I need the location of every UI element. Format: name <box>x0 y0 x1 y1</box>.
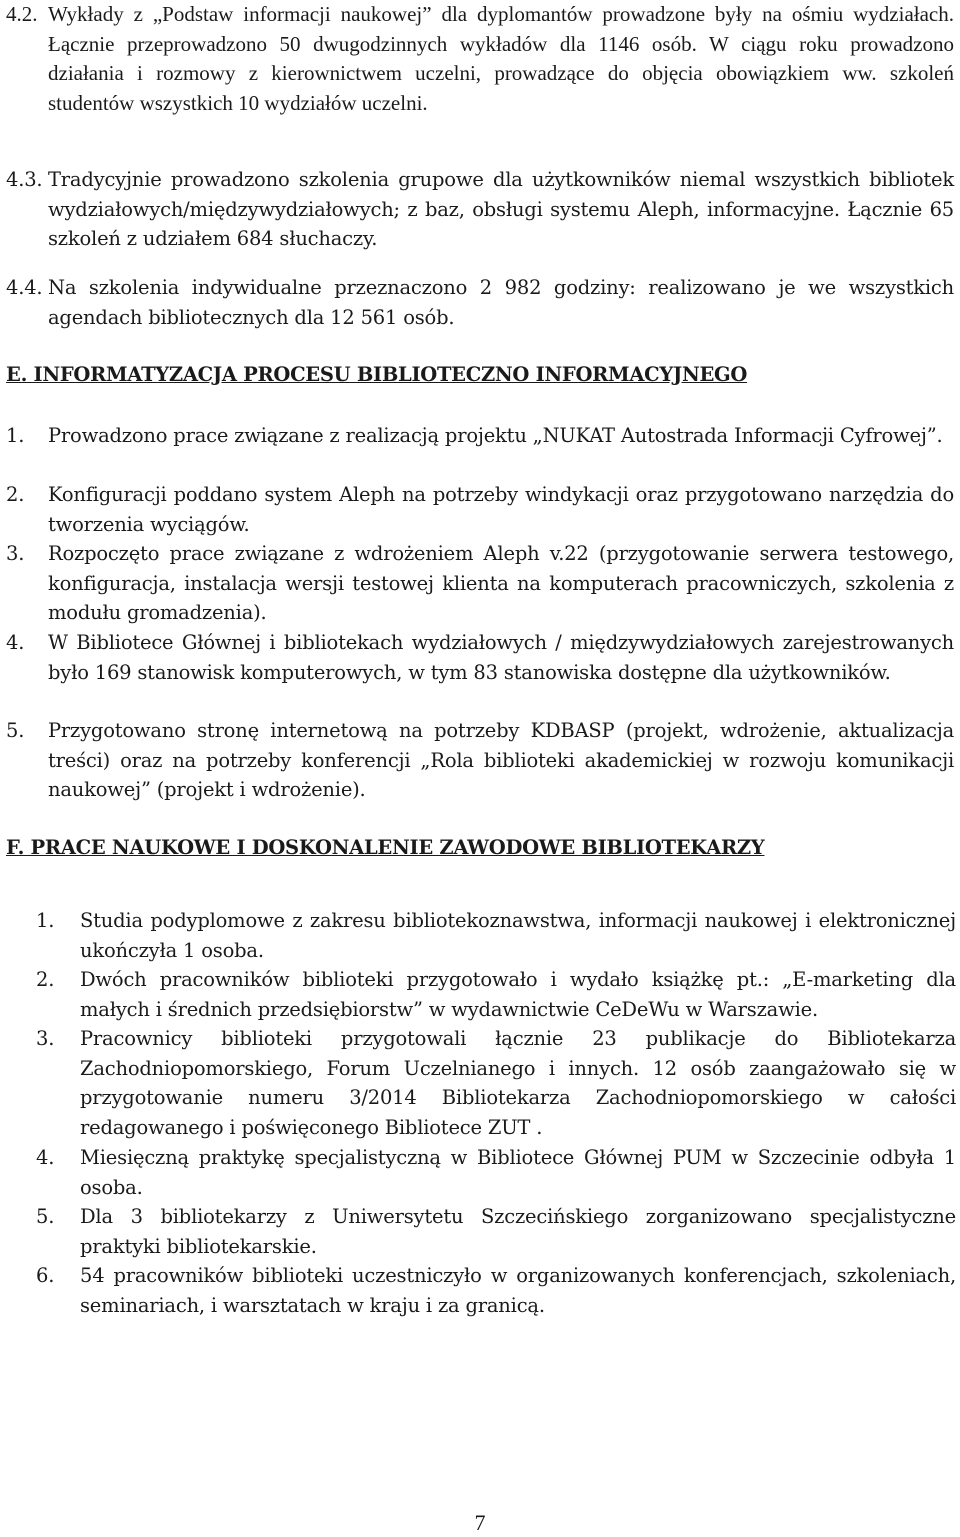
section-heading: E. INFORMATYZACJA PROCESU BIBLIOTECZNO INFORMACYJNEGO <box>6 363 748 386</box>
item-text: Konfiguracji poddano system Aleph na potrzeby windykacji oraz przygotowano narzędzia do tworzenia wyciągów. <box>48 483 954 536</box>
item-number: 5. <box>36 1205 55 1228</box>
item-text: Prowadzono prace związane z realizacją projektu „NUKAT Autostrada Informacji Cyfrowej”. <box>48 424 943 447</box>
item-text: Wykłady z „Podstaw informacji naukowej” dla dyplomantów prowadzone były na ośmiu wydziałach. Łącznie przeprowadzono 50 dwugodzinnych wykładów dla 1146 osób. W ciągu roku prowadzono działania i rozmowy z kierownictwem uczelni, prowadzące do objęcia obowiązkiem ww. szkoleń studentów wszystkich 10 wydziałów uczelni. <box>48 2 954 115</box>
item-number: 5. <box>6 719 25 742</box>
item-text: Miesięczną praktykę specjalistyczną w Bibliotece Głównej PUM w Szczecinie odbyła 1 osoba. <box>80 1146 956 1199</box>
item-text: Na szkolenia indywidualne przeznaczono 2 982 godziny: realizowano je we wszystkich agendach bibliotecznych dla 12 561 osób. <box>48 276 954 329</box>
item-number: 2. <box>36 968 55 991</box>
item-text: Pracownicy biblioteki przygotowali łącznie 23 publikacje do Bibliotekarza Zachodniopomorskiego, Forum Uczelnianego i innych. 12 osób zaangażowało się w przygotowanie numeru 3/2014 Bibliotekarza Zachodniopomorskiego w całości redagowanego i poświęconego Bibliotece ZUT . <box>80 1027 956 1139</box>
item-number: 4.2. <box>6 2 38 26</box>
item-number: 1. <box>36 909 55 932</box>
item-text: Dla 3 bibliotekarzy z Uniwersytetu Szczecińskiego zorganizowano specjalistyczne praktyki bibliotekarskie. <box>80 1205 956 1258</box>
item-number: 3. <box>6 542 25 565</box>
item-number: 2. <box>6 483 25 506</box>
item-text: Dwóch pracowników biblioteki przygotowało i wydało książkę pt.: „E-marketing dla małych i średnich przedsiębiorstw” w wydawnictwie CeDeWu w Warszawie. <box>80 968 956 1021</box>
item-number: 4.4. <box>6 276 43 299</box>
item-number: 6. <box>36 1264 55 1287</box>
item-text: W Bibliotece Głównej i bibliotekach wydziałowych / międzywydziałowych zarejestrowanych było 169 stanowisk komputerowych, w tym 83 stanowiska dostępne dla użytkowników. <box>48 631 954 684</box>
section-heading: F. PRACE NAUKOWE I DOSKONALENIE ZAWODOWE BIBLIOTEKARZY <box>6 836 765 859</box>
item-text: Przygotowano stronę internetową na potrzeby KDBASP (projekt, wdrożenie, aktualizacja treści) oraz na potrzeby konferencji „Rola biblioteki akademickiej w rozwoju komunikacji naukowej” (projekt i wdrożenie). <box>48 719 954 801</box>
item-text: Studia podyplomowe z zakresu bibliotekoznawstwa, informacji naukowej i elektronicznej ukończyła 1 osoba. <box>80 909 956 962</box>
item-number: 4. <box>36 1146 55 1169</box>
item-text: Rozpoczęto prace związane z wdrożeniem Aleph v.22 (przygotowanie serwera testowego, konfiguracja, instalacja wersji testowej klienta na komputerach pracowniczych, szkolenia z modułu gromadzenia). <box>48 542 954 624</box>
item-number: 4. <box>6 631 25 654</box>
item-number: 1. <box>6 424 25 447</box>
item-number: 3. <box>36 1027 55 1050</box>
item-text: Tradycyjnie prowadzono szkolenia grupowe dla użytkowników niemal wszystkich bibliotek wydziałowych/międzywydziałowych; z baz, obsługi systemu Aleph, informacyjne. Łącznie 65 szkoleń z udziałem 684 słuchaczy. <box>48 168 954 250</box>
item-text: 54 pracowników biblioteki uczestniczyło w organizowanych konferencjach, szkoleniach, seminariach, i warsztatach w kraju i za granicą. <box>80 1264 956 1317</box>
item-number: 4.3. <box>6 168 43 191</box>
page-number: 7 <box>474 1510 486 1535</box>
